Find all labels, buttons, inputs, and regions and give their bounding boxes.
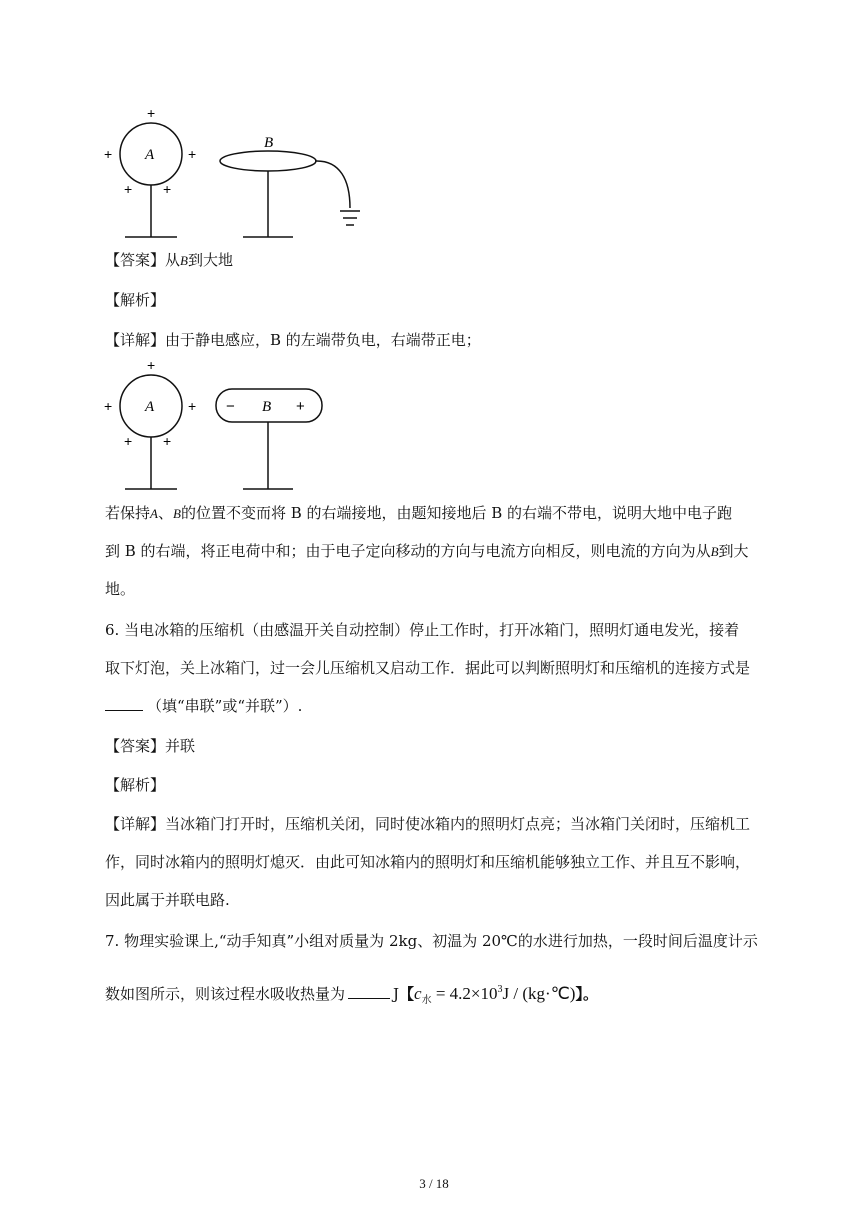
formula-unit: J / (kg·℃) [502, 984, 576, 1003]
answer-blank [348, 984, 390, 999]
answer-text: 从 [165, 251, 181, 269]
conductor-b [220, 151, 316, 171]
formula-exponent: 3 [497, 984, 503, 995]
bracket: 】。 [575, 985, 598, 1003]
text-run: 到大 [718, 542, 749, 560]
conductor-b-label: B [262, 399, 272, 415]
variable-b: B [172, 506, 181, 521]
formula-subscript: 水 [421, 995, 432, 1006]
text-run: （填“串联”或“并联”）. [147, 697, 303, 715]
answer-text: 到大地 [187, 251, 233, 269]
detail-6-line: 作，同时冰箱内的照明灯熄灭．由此可知冰箱内的照明灯和压缩机能够独立工作、并且互不影响， [105, 853, 751, 871]
text-run: 若保持 [105, 504, 151, 522]
plus-sign: + [124, 181, 133, 197]
plus-sign: + [147, 357, 156, 373]
unit-text: J [393, 985, 400, 1003]
answer-1 [105, 250, 233, 271]
detail-text: 由于静电感应，B 的左端带负电，右端带正电； [165, 331, 481, 349]
analysis-1-label: 【解析】 [105, 291, 166, 309]
text-run: 、 [157, 504, 173, 522]
text-run: 到 B 的右端，将正电荷中和；由于电子定向移动的方向与电流方向相反，则电流的方向为从 [105, 542, 711, 560]
paragraph-line [105, 541, 749, 562]
question-7-line: 7. 物理实验课上,“动手知真”小组对质量为 2kg、初温为 20℃的水进行加热，一段时间后温度计示 [105, 932, 758, 950]
sphere-a-label: A [145, 147, 155, 163]
detail-text: 当冰箱门打开时，压缩机关闭，同时使冰箱内的照明灯点亮；当冰箱门关闭时，压缩机工 [165, 815, 751, 833]
answer-6 [105, 736, 195, 756]
plus-sign: + [188, 146, 197, 162]
question-7-line [105, 980, 598, 1011]
paragraph-line: 地。 [105, 580, 136, 598]
paragraph-line [105, 503, 732, 524]
detail-6 [105, 814, 750, 834]
answer-label: 【答案】 [105, 737, 166, 755]
variable-b: B [180, 253, 188, 268]
detail-6-line: 因此属于并联电路. [105, 891, 230, 909]
text-run: 数如图所示，则该过程水吸收热量为 [105, 985, 346, 1003]
answer-blank [105, 696, 143, 711]
variable-a: A [150, 506, 158, 521]
detail-label: 【详解】 [105, 815, 166, 833]
question-6-line: 6. 当电冰箱的压缩机（由感温开关自动控制）停止工作时，打开冰箱门，照明灯通电发光，接着 [105, 621, 740, 639]
detail-label: 【详解】 [105, 331, 166, 349]
plus-sign: + [104, 398, 113, 414]
conductor-b-label: B [264, 135, 274, 151]
page-number: 3 / 18 [419, 1176, 449, 1191]
plus-sign: + [296, 398, 305, 415]
sphere-a-label: A [145, 399, 155, 415]
plus-sign: + [147, 105, 156, 121]
variable-b: B [710, 544, 719, 559]
ground-wire [315, 161, 350, 208]
answer-label: 【答案】 [105, 251, 166, 269]
formula-symbol: c [414, 984, 422, 1003]
bracket: 【 [399, 985, 415, 1003]
question-6-line [105, 696, 302, 716]
plus-sign: + [163, 433, 172, 449]
analysis-6-label: 【解析】 [105, 776, 166, 794]
specific-heat-formula [414, 984, 576, 1006]
answer-text: 并联 [165, 737, 196, 755]
question-6-line: 取下灯泡，关上冰箱门，过一会儿压缩机又启动工作．据此可以判断照明灯和压缩机的连接方式是 [105, 659, 751, 677]
plus-sign: + [188, 398, 197, 414]
plus-sign: + [163, 181, 172, 197]
plus-sign: + [104, 146, 113, 162]
figure-charged-sphere-grounded-conductor [95, 100, 375, 245]
formula-value: = 4.2×10 [435, 984, 498, 1003]
plus-sign: + [124, 433, 133, 449]
text-run: 的位置不变而将 B 的右端接地，由题知接地后 B 的右端不带电，说明大地中电子跑 [180, 504, 733, 522]
minus-sign: − [226, 398, 235, 415]
detail-1 [105, 330, 481, 350]
figure-charged-sphere-induced-conductor [95, 352, 335, 494]
